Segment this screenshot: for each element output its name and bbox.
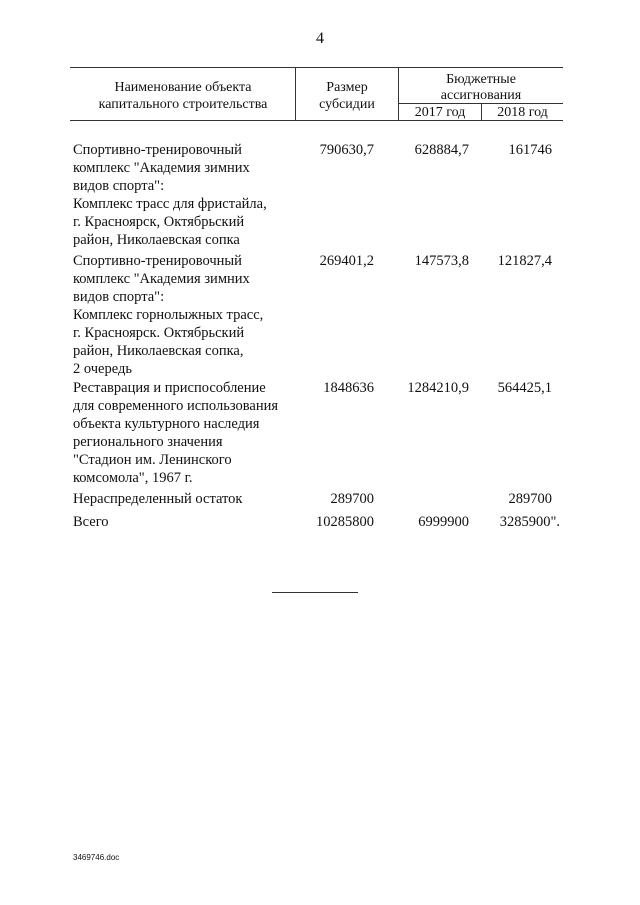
row-name: Реставрация и приспособление для современного использования объекта культурного наследия регионального значения "Стадион им. Ленинского комсомола", 1967 г. xyxy=(73,380,279,486)
header-subsidy-line2: субсидии xyxy=(319,97,375,112)
row-subsidy: 1848636 xyxy=(323,380,374,396)
header-name-line1: Наименование объекта xyxy=(114,80,252,95)
row-2018: 161746 xyxy=(508,142,552,158)
row-name: Спортивно-тренировочный комплекс "Академия зимних видов спорта": Комплекс трасс для фристайла, г. Красноярск, Октябрьский район, Николаевская сопка xyxy=(73,142,267,248)
row-2017: 147573,8 xyxy=(414,253,469,269)
end-divider xyxy=(272,592,358,593)
row-name: Всего xyxy=(73,514,109,530)
header-top-rule xyxy=(70,67,563,68)
header-bottom-rule xyxy=(70,120,563,121)
row-subsidy: 10285800 xyxy=(316,514,374,530)
header-year-2018: 2018 год xyxy=(497,105,548,120)
header-name-line2: капитального строительства xyxy=(98,97,268,112)
row-2018: 289700 xyxy=(508,491,552,507)
row-subsidy: 790630,7 xyxy=(319,142,374,158)
row-2018: 564425,1 xyxy=(497,380,552,396)
document-id: 3469746.doc xyxy=(73,853,120,862)
header-year-2017: 2017 год xyxy=(414,105,466,120)
header-budget-line2: ассигнования xyxy=(440,88,522,103)
page-number: 4 xyxy=(316,30,324,47)
row-name: Нераспределенный остаток xyxy=(73,491,243,507)
header-subsidy-line1: Размер xyxy=(326,80,368,95)
row-2018: 121827,4 xyxy=(497,253,552,269)
row-subsidy: 269401,2 xyxy=(319,253,374,269)
header-budget-line1: Бюджетные xyxy=(446,72,516,87)
row-2017: 628884,7 xyxy=(414,142,469,158)
row-2018: 3285900". xyxy=(499,514,560,530)
row-subsidy: 289700 xyxy=(330,491,374,507)
row-name: Спортивно-тренировочный комплекс "Академия зимних видов спорта": Комплекс горнолыжных трасс, г. Красноярск. Октябрьский район, Николаевская сопка, 2 очередь xyxy=(73,253,264,377)
row-2017: 6999900 xyxy=(418,514,469,530)
row-2017: 1284210,9 xyxy=(407,380,469,396)
